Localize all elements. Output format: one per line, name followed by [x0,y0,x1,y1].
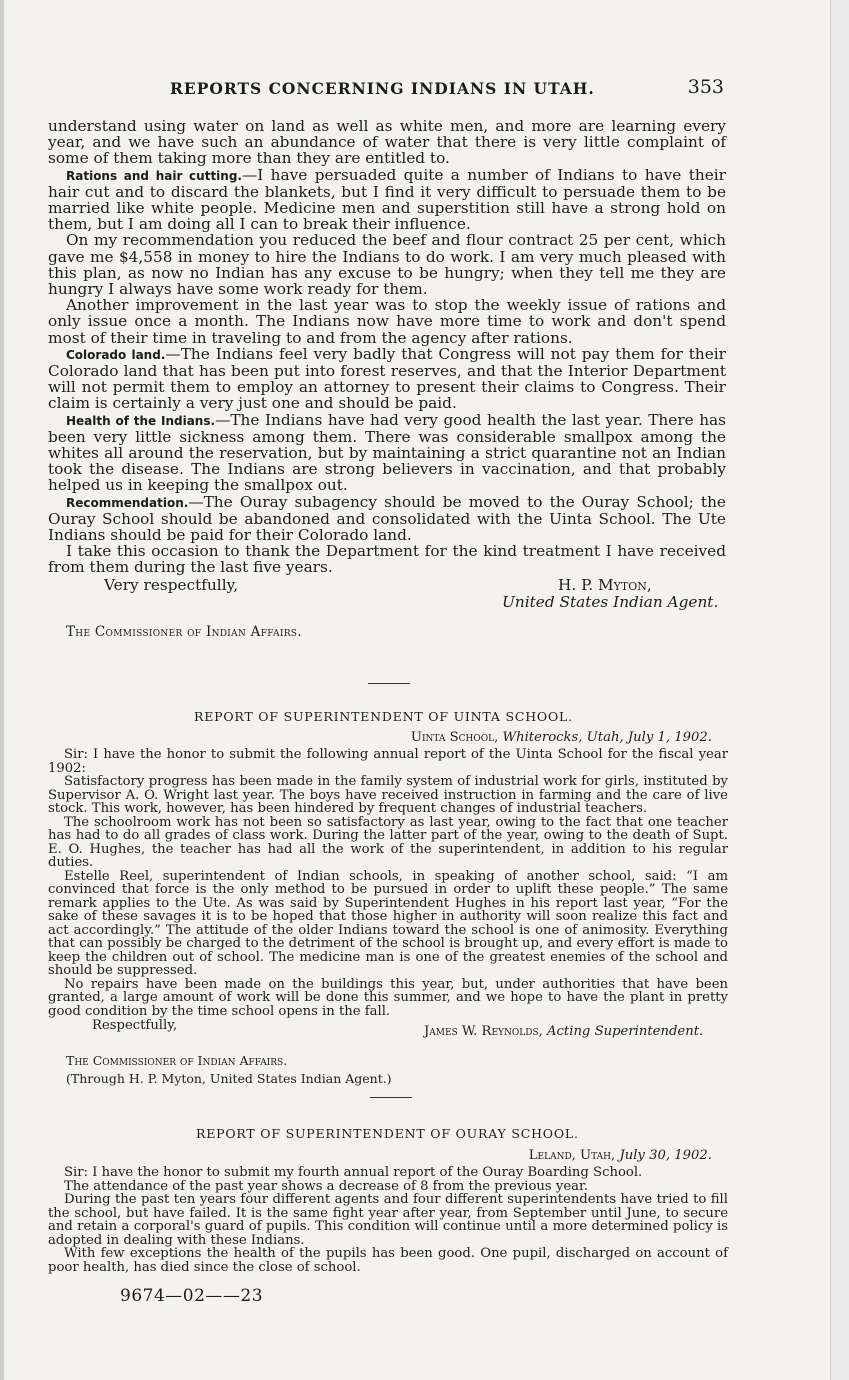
run-in-heading: Health of the Indians. [66,413,216,428]
run-in-heading: Rations and hair cutting. [66,168,242,183]
addressee: The Commissioner of Indian Affairs. [66,623,302,640]
signer-name: H. P. Myton, [558,575,652,594]
paragraph: I take this occasion to thank the Department for the kind treatment I have received from them during the last five years. [48,542,726,577]
signer-title: United States Indian Agent. [502,592,719,611]
paragraph: Sir: I have the honor to submit the following annual report of the Uinta School for the fiscal year 1902: [48,747,728,776]
paragraph: No repairs have been made on the buildings this year, but, under authorities that have been granted, a large amount of work will be done this summer, and we hope to have the plant in pretty good condition by the time school opens in the fall. [48,976,728,1019]
scan-edge-left [0,0,4,1380]
paragraph: Estelle Reel, superintendent of Indian schools, in speaking of another school, said: “I am convinced that force is the only method to be pursued in order to uplift these people.” The same remark applies to the Ute. As was said by Superintendent Hughes in his report last year, “For the sake of these savages it is to be hoped that those higher in authority will soon realize this fact and act accordingly.” The attitude of the older Indians toward the school is one of animosity. Everything that can possibly be charged to the detriment of the school is brought up, and every effort is made to keep the children out of school. The medicine man is one of the greatest enemies of the school and should be suppressed. [48,868,728,978]
signature-code: 9674—02——23 [120,1286,264,1306]
running-title: REPORTS CONCERNING INDIANS IN UTAH. [170,79,595,98]
paragraph: Sir: I have the honor to submit my fourth annual report of the Ouray Boarding School. [64,1165,643,1180]
paragraph: On my recommendation you reduced the beef and flour contract 25 per cent, which gave me $4,558 in money to hire the Indians to do work. I am very much pleased with this plan, as now no Indian has any excuse to be hungry; when they tell me they are hungry I always have some work ready for them. [48,231,726,299]
addressee: The Commissioner of Indian Affairs. [66,1053,288,1068]
closing: Respectfully, [92,1018,178,1033]
run-in-heading: Recommendation. [66,495,189,510]
signature-block [48,1018,728,1052]
section-heading: REPORT OF SUPERINTENDENT OF UINTA SCHOOL. [194,709,573,724]
uinta-report [48,730,728,1088]
paragraph: The schoolroom work has not been so satisfactory as last year, owing to the fact that one teacher has had to do all grades of class work. During the latter part of the year, owing to the death of Supt. E. O. Hughes, the teacher has had all the work of the superintendent, in addition to his regular duties. [48,814,728,870]
section-heading: REPORT OF SUPERINTENDENT OF OURAY SCHOOL. [196,1126,579,1141]
page-number: 353 [687,76,724,98]
dateline: Uinta School, Whiterocks, Utah, July 1, 1902. [410,730,712,745]
paragraph: Colorado land.—The Indians feel very badly that Congress will not pay them for their Colorado land that has been put into forest reserves, and that the Interior Department will not permit them to employ an attorney to present their claims to Congress. Their claim is certainly a very just one and should be paid. [48,344,726,413]
run-in-heading: Colorado land. [66,347,166,362]
closing: Very respectfully, [104,575,239,594]
dateline: Leland, Utah, July 30, 1902. [528,1148,712,1163]
paragraph: With few exceptions the health of the pupils has been good. One pupil, discharged on account of poor health, has died since the close of school. [48,1246,728,1275]
paragraph: Recommendation.—The Ouray subagency should be moved to the Ouray School; the Ouray School should be abandoned and consolidated with the Uinta School. The Ute Indians should be paid for their Colorado land. [48,492,726,545]
through-line: (Through H. P. Myton, United States Indian Agent.) [66,1071,392,1086]
paragraph: Satisfactory progress has been made in the family system of industrial work for girls, instituted by Supervisor A. O. Wright last year. The boys have received instruction in farming and the care of live stock. This work, however, has been hindered by frequent changes of industrial teachers. [48,774,728,816]
paragraph: Another improvement in the last year was to stop the weekly issue of rations and only issue once a month. The Indians now have more time to work and don't spend most of their time in traveling to and from the agency after rations. [48,296,726,347]
paragraph: The attendance of the past year shows a decrease of 8 from the previous year. [64,1178,589,1194]
section-divider [368,683,410,684]
ouray-report [48,1148,728,1274]
paragraph: Rations and hair cutting.—I have persuaded quite a number of Indians to have their hair cut and to discard the blankets, but I find it very difficult to persuade them to be married like white people. Medicine men and superstition still have a strong hold on them, but I am doing all I can to break their influence. [48,165,726,234]
paragraph: Health of the Indians.—The Indians have had very good health the last year. There has been very little sickness among them. There was considerable smallpox among the whites all around the reservation, but by maintaining a strict quarantine not an Indian took the disease. The Indians are strong believers in vaccination, and that probably helped us in keeping the smallpox out. [48,410,727,495]
myton-report [48,118,726,640]
paragraph: During the past ten years four different agents and four different superintendents have tried to fill the school, but have failed. It is the same fight year after year, from September until June, to secure and retain a corporal's guard of pupils. This condition will continue until a more determined policy is adopted in dealing with these Indians. [48,1192,728,1248]
scan-edge-right [830,0,849,1380]
paragraph: understand using water on land as well as white men, and more are learning every year, and we have such an abundance of water that there is very little complaint of some of them taking more than they are entitled to. [48,117,726,168]
signature-block [48,576,726,610]
section-divider [370,1097,412,1098]
signer: James W. Reynolds, Acting Superintendent. [424,1024,704,1039]
running-header [48,76,726,98]
